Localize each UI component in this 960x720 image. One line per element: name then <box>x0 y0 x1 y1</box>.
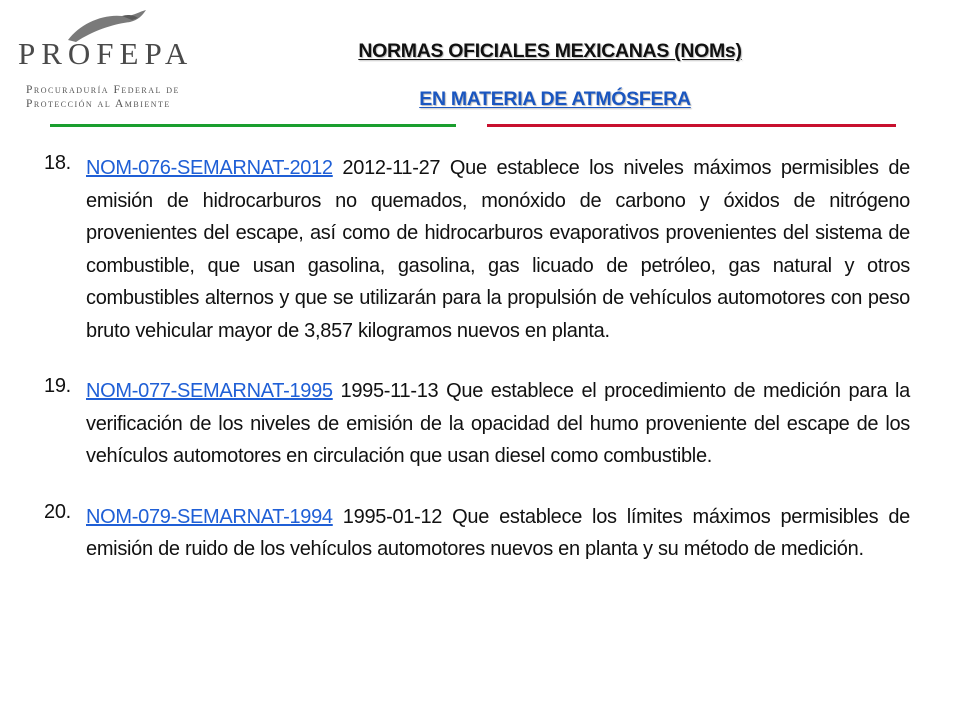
item-description: Que establece el procedimiento de medición para la verificación de los niveles de emisión de la opacidad del humo proveniente del escape de los vehículos automotores en circulación que usan diesel como combustible. <box>86 380 910 467</box>
page-title: NORMAS OFICIALES MEXICANAS (NOMs) <box>358 40 742 62</box>
list-item <box>44 375 910 473</box>
item-date: 2012-11-27 <box>342 157 441 179</box>
list-item <box>44 152 910 347</box>
item-number: 20. <box>44 500 71 523</box>
norm-link[interactable]: NOM-079-SEMARNAT-1994 <box>86 505 333 528</box>
item-number: 18. <box>44 152 71 174</box>
item-date: 1995-11-13 <box>340 380 439 402</box>
item-number: 19. <box>44 375 71 397</box>
profepa-logo <box>10 6 210 110</box>
logo-subtitle-line-2: Protección al Ambiente <box>26 98 171 110</box>
norm-link[interactable]: NOM-077-SEMARNAT-1995 <box>86 380 333 402</box>
list-item <box>44 501 910 566</box>
page-title-container <box>310 40 790 63</box>
item-text <box>86 152 910 347</box>
item-description: Que establece los niveles máximos permisibles de emisión de hidrocarburos no quemados, monóxido de carbono y óxidos de nitrógeno provenientes del escape, así como de hidrocarburos evaporativos provenientes del sistema de combustible, que usan gasolina, gasolina, gas licuado de petróleo, gas natural y otros combustibles alternos y que se utilizarán para la propulsión de vehículos automotores con peso bruto vehicular mayor de 3,857 kilogramos nuevos en planta. <box>86 157 910 342</box>
item-description: Que establece los límites máximos permisibles de emisión de ruido de los vehículos automotores nuevos en planta y su método de medición. <box>86 505 910 560</box>
logo-wordmark: PROFEPA <box>18 36 194 71</box>
page-subtitle: EN MATERIA DE ATMÓSFERA <box>419 88 691 110</box>
logo-subtitle-line-1: Procuraduría Federal de <box>26 84 180 96</box>
norm-link[interactable]: NOM-076-SEMARNAT-2012 <box>86 157 333 179</box>
norms-list <box>44 152 910 594</box>
divider-green <box>50 124 456 127</box>
item-text <box>86 501 910 566</box>
item-date: 1995-01-12 <box>342 505 443 528</box>
item-text <box>86 375 910 473</box>
page-subtitle-container <box>340 88 770 111</box>
divider-red <box>487 124 896 127</box>
